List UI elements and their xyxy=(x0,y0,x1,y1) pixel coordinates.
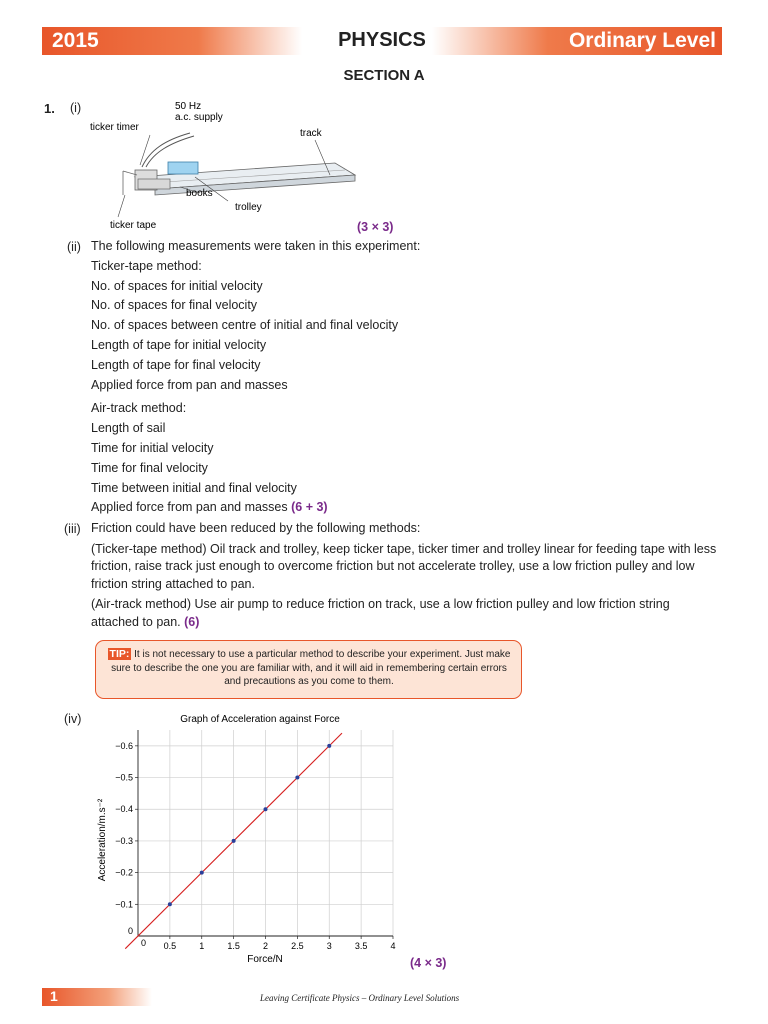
acceleration-force-chart xyxy=(80,705,420,975)
apparatus-diagram xyxy=(80,95,420,235)
data-point xyxy=(295,776,299,780)
tip-text-wrap xyxy=(104,648,514,689)
y-tick-label: −0.2 xyxy=(115,867,133,878)
friction-marks: (6) xyxy=(184,614,200,629)
question-number: 1. xyxy=(44,101,55,116)
part-iii-label: (iii) xyxy=(64,522,81,536)
air-heading: Air-track method: xyxy=(91,401,187,416)
y-tick-label: −0.5 xyxy=(115,772,133,783)
x-tick-label: 2 xyxy=(262,941,269,951)
air-item: Length of sail xyxy=(91,421,166,436)
label-ticker-timer: ticker timer xyxy=(90,122,139,133)
chart-title: Graph of Acceleration against Force xyxy=(180,714,340,725)
section-title: SECTION A xyxy=(343,67,425,84)
x-tick-label: 3 xyxy=(326,941,332,951)
friction-ticker: (Ticker-tape method) Oil track and trolley, keep ticker tape, ticker timer and trolley linear for feeding tape with less friction, raise track just enough to overcome friction but not accelerate trolley, use a low friction pulley and low friction string attached to pan. xyxy=(91,541,717,591)
air-item: Time for initial velocity xyxy=(91,440,214,455)
friction-intro: Friction could have been reduced by the following methods: xyxy=(91,521,421,535)
chart-marks: (4 × 3) xyxy=(410,956,447,970)
x-origin-label: 0 xyxy=(141,938,147,948)
x-tick-label: 0.5 xyxy=(163,941,177,951)
tip-text: It is not necessary to use a particular method to describe your experiment. Just make sure to describe the one you are familiar with, and it will aid in remembering certain errors and precautions as you come to them. xyxy=(111,649,511,687)
chart-xlabel: Force/N xyxy=(247,954,283,965)
x-tick-label: 1.5 xyxy=(227,941,240,951)
header-subject: PHYSICS xyxy=(338,29,426,51)
chart-ticks xyxy=(115,741,395,951)
label-books: books xyxy=(186,188,213,199)
footer-text: Leaving Certificate Physics – Ordinary Level Solutions xyxy=(260,993,460,1003)
books-shape xyxy=(138,179,170,189)
data-point xyxy=(327,744,331,748)
ticker-item: Length of tape for initial velocity xyxy=(91,337,267,352)
measurements-intro: The following measurements were taken in this experiment: xyxy=(91,239,421,253)
header-year: 2015 xyxy=(52,29,99,52)
ticker-heading: Ticker-tape method: xyxy=(91,258,202,273)
ticker-item: Applied force from pan and masses xyxy=(91,377,288,392)
measurements-marks: (6 + 3) xyxy=(291,500,328,515)
page-number: 1 xyxy=(50,988,58,1004)
air-item: Time between initial and final velocity xyxy=(91,480,297,495)
measurements-block xyxy=(91,237,420,518)
part-ii-label: (ii) xyxy=(67,240,81,254)
data-point xyxy=(168,902,172,906)
page-header xyxy=(42,27,722,55)
tip-label: TIP: xyxy=(109,648,130,660)
label-track: track xyxy=(300,128,322,139)
y-tick-label: −0.4 xyxy=(115,804,133,815)
label-ticker-tape: ticker tape xyxy=(110,220,157,231)
air-item: Time for final velocity xyxy=(91,460,208,475)
footer-bar xyxy=(42,988,152,1006)
label-supply-2: a.c. supply xyxy=(175,112,223,123)
data-point xyxy=(232,839,236,843)
label-trolley: trolley xyxy=(235,202,262,213)
chart-grid xyxy=(138,730,393,936)
x-tick-label: 4 xyxy=(390,941,396,951)
ticker-item: No. of spaces between centre of initial and final velocity xyxy=(91,318,399,333)
label-supply: 50 Hz xyxy=(175,101,202,112)
y-origin-label: 0 xyxy=(127,926,133,936)
air-last-text: Applied force from pan and masses xyxy=(91,500,288,515)
y-tick-label: −0.3 xyxy=(115,835,133,846)
friction-air-wrap xyxy=(91,596,721,631)
diagram-marks: (3 × 3) xyxy=(357,220,394,234)
part-i-label: (i) xyxy=(70,101,82,115)
friction-air: (Air-track method) Use air pump to reduce friction on track, use a low friction pulley and low friction string attached to pan. xyxy=(91,597,670,629)
x-tick-label: 3.5 xyxy=(354,941,368,951)
ticker-item: No. of spaces for final velocity xyxy=(91,298,258,313)
part-iv-label: (iv) xyxy=(64,712,82,726)
ticker-item: No. of spaces for initial velocity xyxy=(91,278,263,293)
air-item-last xyxy=(91,498,420,518)
data-point xyxy=(264,807,268,811)
tip-box xyxy=(95,640,522,699)
ticker-item: Length of tape for final velocity xyxy=(91,357,261,372)
x-tick-label: 2.5 xyxy=(291,941,304,951)
chart-ylabel: Acceleration/m.s⁻² xyxy=(97,798,108,882)
friction-block xyxy=(91,520,721,631)
y-tick-label: −0.6 xyxy=(115,740,133,751)
x-tick-label: 1 xyxy=(199,941,205,951)
header-level: Ordinary Level xyxy=(568,29,716,52)
y-tick-label: −0.1 xyxy=(115,899,133,910)
data-point xyxy=(200,871,204,875)
trolley-shape xyxy=(168,162,198,174)
